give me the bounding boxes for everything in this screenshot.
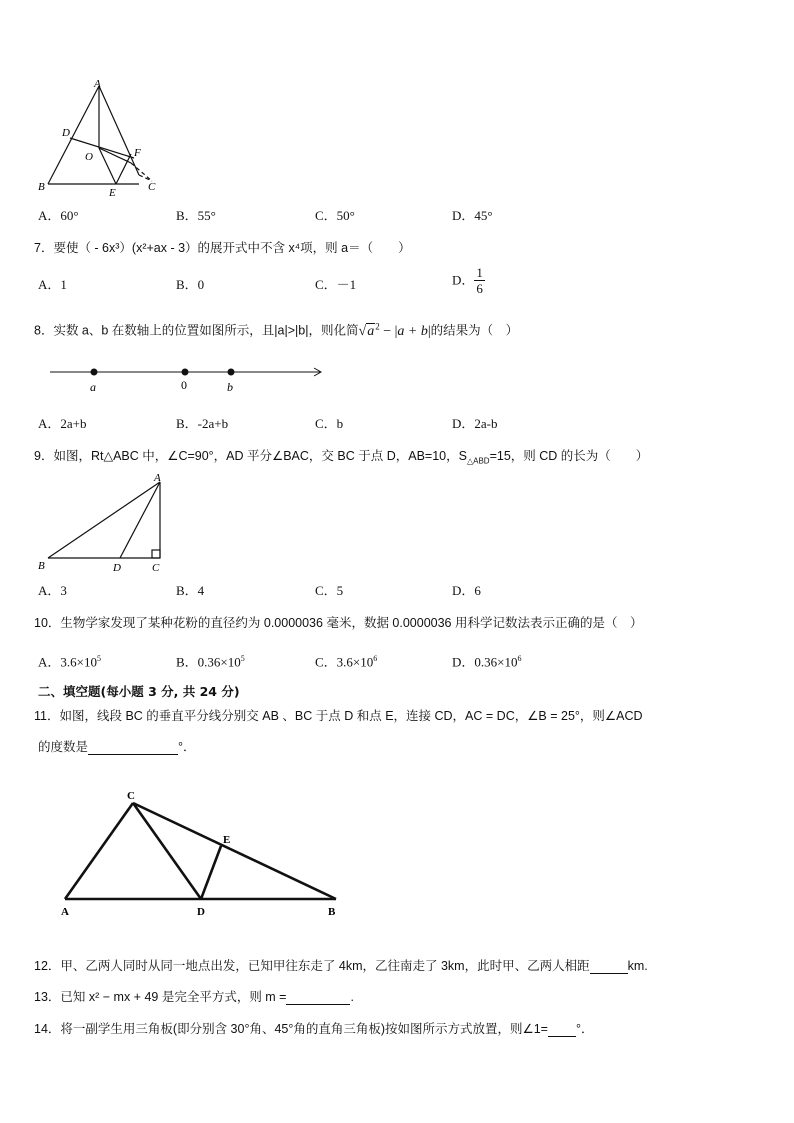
- q8-exponent: 2: [375, 321, 380, 331]
- q6-label-O: O: [85, 151, 93, 163]
- q8-abs-content: a + b: [397, 323, 428, 339]
- q9-label-A: A: [154, 472, 161, 484]
- q10-option-a: [38, 651, 101, 670]
- q6-triangle-figure: [34, 78, 164, 198]
- q8-stem-after: 的结果为（ ）: [430, 323, 519, 338]
- q6-label-B: B: [38, 181, 45, 193]
- q14-stem-after: °．: [575, 1022, 594, 1036]
- q8-option-d: D．2a-b: [452, 416, 498, 431]
- q11-line2: [38, 739, 196, 755]
- q9-stem-before: 9．如图，Rt△ABC 中，∠C=90°，AD 平分∠BAC，交 BC 于点 D，AB=10，S: [34, 449, 467, 463]
- q6-label-F: F: [134, 147, 141, 159]
- q10-option-b: [176, 651, 245, 670]
- q10-option-a-base: A．3.6×10: [38, 654, 97, 670]
- q8-option-b: B．-2a+b: [176, 416, 229, 431]
- q13-answer-blank[interactable]: [286, 991, 350, 1005]
- q14-stem-before: 14．将一副学生用三角板(即分别含 30°角、45°角的直角三角板)按如图所示方式放置，则∠1=: [34, 1022, 548, 1036]
- q6-label-E: E: [109, 187, 116, 198]
- section2-title: 二、填空题(每小题 3 分, 共 24 分): [38, 684, 240, 699]
- q8-radicand: a: [367, 323, 375, 339]
- q8-label-zero: 0: [181, 378, 187, 392]
- q7-option-d-prefix: D．: [452, 272, 475, 288]
- q7-option-d-fraction: [474, 265, 485, 296]
- q12-stem: [34, 958, 648, 974]
- q11-label-C: C: [127, 790, 135, 802]
- q12-answer-blank[interactable]: [590, 960, 628, 974]
- q8-number-line: [48, 362, 328, 396]
- q9-stem-after: =15，则 CD 的长为（ ）: [489, 449, 649, 463]
- q6-option-c: C．50°: [315, 208, 355, 223]
- q10-option-b-exp: 5: [240, 654, 245, 663]
- q8-stem: [34, 318, 518, 340]
- q11-answer-blank[interactable]: [88, 741, 178, 755]
- q13-stem-before: 13．已知 x² − mx + 49 是完全平方式，则 m =: [34, 990, 287, 1004]
- q6-label-A: A: [94, 78, 101, 90]
- q7-option-c: C．－1: [315, 277, 357, 292]
- q6-option-a: A．60°: [38, 208, 79, 223]
- q9-option-b: B．4: [176, 583, 205, 598]
- q7-option-d-denominator: 6: [476, 281, 483, 296]
- q10-option-b-base: B．0.36×10: [176, 654, 241, 670]
- q11-label-E: E: [223, 834, 231, 846]
- q11-label-A: A: [61, 906, 69, 918]
- q10-option-c-exp: 6: [373, 654, 378, 663]
- q14-stem: [34, 1021, 593, 1037]
- q13-stem: [34, 989, 354, 1005]
- q11-label-D: D: [197, 906, 205, 918]
- q9-label-D: D: [113, 562, 121, 574]
- q9-option-c: C．5: [315, 583, 344, 598]
- q9-right-triangle-figure: [34, 470, 174, 576]
- q12-stem-before: 12．甲、乙两人同时从同一地点出发，已知甲往东走了 4km，乙往南走了 3km，此时甲、乙两人相距: [34, 959, 590, 973]
- q8-label-b: b: [227, 380, 233, 394]
- q7-option-d-numerator: 1: [476, 265, 483, 280]
- q7-option-b: B．0: [176, 277, 205, 292]
- q9-label-B: B: [38, 560, 45, 572]
- q11-line2-before: 的度数是: [38, 740, 89, 754]
- q8-option-a: A．2a+b: [38, 416, 87, 431]
- q14-answer-blank[interactable]: [548, 1023, 576, 1037]
- q9-stem: [34, 448, 648, 470]
- q8-radical: $√a^2 - |a + b|$: [358, 321, 431, 339]
- q9-option-a: A．3: [38, 583, 67, 598]
- q7-stem: 7．要使（ - 6x³）(x²+ax - 3）的展开式中不含 x⁴项，则 a＝（ ）: [34, 241, 411, 255]
- q12-stem-after: km.: [627, 959, 648, 973]
- q10-option-c: [315, 651, 377, 670]
- q10-option-a-exp: 5: [96, 654, 101, 663]
- q9-label-C: C: [152, 562, 160, 574]
- q7-option-a: A．1: [38, 277, 67, 292]
- q7-option-d: [452, 265, 485, 296]
- q8-stem-before: 8．实数 a、b 在数轴上的位置如图所示，且|a|>|b|，则化简: [34, 323, 359, 338]
- q11-line1: 11．如图，线段 BC 的垂直平分线分别交 AB 、BC 于点 D 和点 E，连接 CD，AC = DC，∠B = 25°，则∠ACD: [34, 709, 643, 723]
- q11-label-B: B: [328, 906, 336, 918]
- q10-stem: 10．生物学家发现了某种花粉的直径约为 0.0000036 毫米，数据 0.0000036 用科学记数法表示正确的是（ ）: [34, 616, 643, 630]
- q6-label-D: D: [62, 127, 70, 139]
- q6-option-d: D．45°: [452, 208, 493, 223]
- q6-option-b: B．55°: [176, 208, 216, 223]
- q10-option-d-exp: 6: [517, 654, 522, 663]
- q9-stem-sub: △ABD: [466, 456, 490, 466]
- q6-label-C: C: [148, 181, 156, 193]
- q10-option-d-base: D．0.36×10: [452, 654, 518, 670]
- q9-option-d: D．6: [452, 583, 481, 598]
- q11-triangle-figure: [56, 786, 346, 920]
- q11-line2-after: °．: [178, 740, 196, 754]
- q10-option-c-base: C．3.6×10: [315, 654, 374, 670]
- q8-label-a: a: [90, 380, 96, 394]
- q8-option-c: C．b: [315, 416, 344, 431]
- q13-stem-after: .: [350, 990, 354, 1004]
- q10-option-d: [452, 651, 521, 670]
